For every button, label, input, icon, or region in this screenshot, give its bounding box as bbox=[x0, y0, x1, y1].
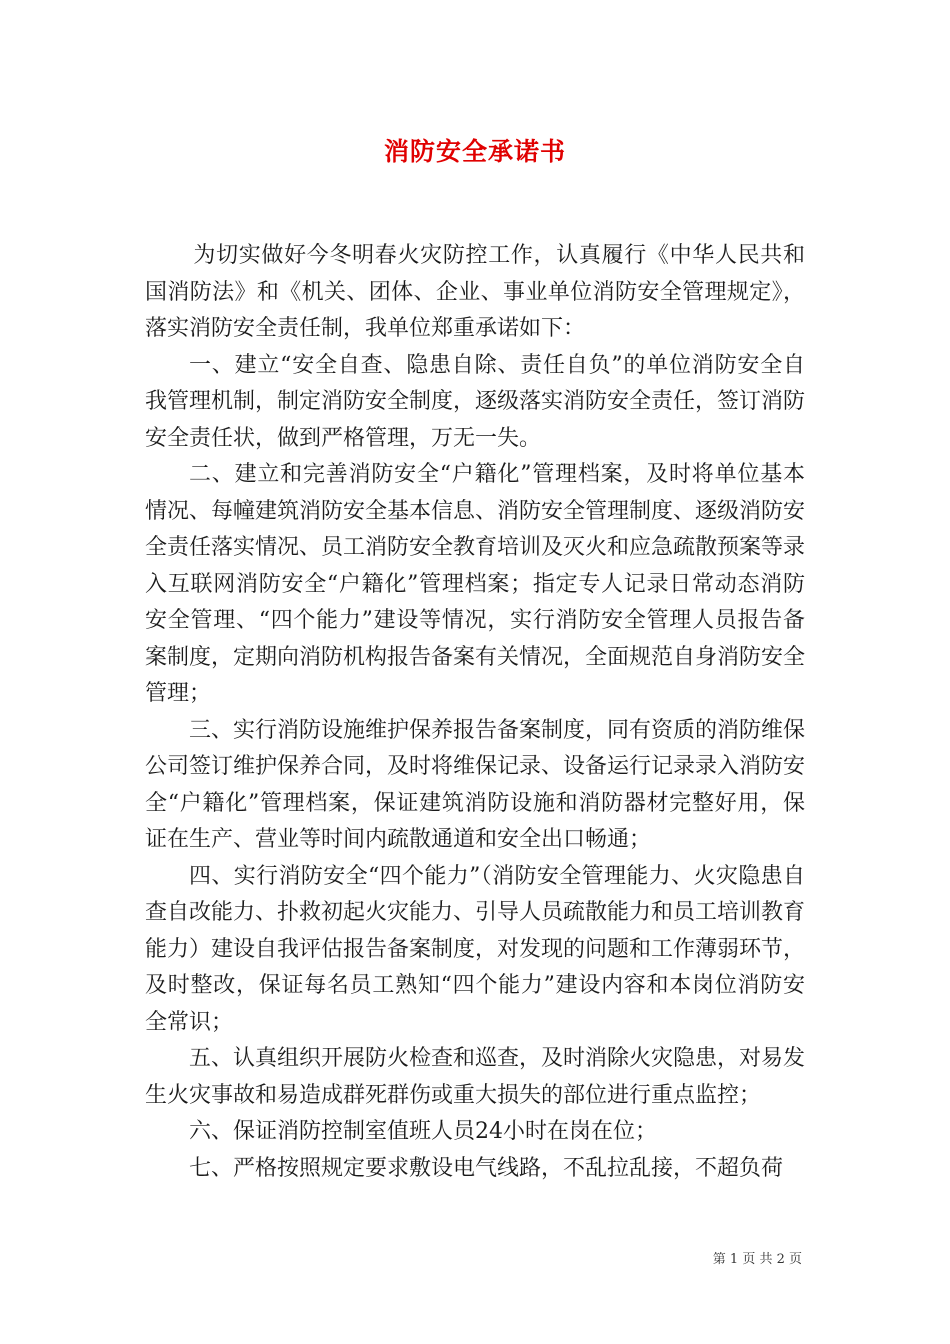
document-body bbox=[145, 238, 805, 1187]
clause-7: 七、严格按照规定要求敷设电气线路，不乱拉乱接，不超负荷 bbox=[189, 1155, 784, 1181]
document-title: 消防安全承诺书 bbox=[383, 137, 566, 166]
clause-5: 五、认真组织开展防火检查和巡查，及时消除火灾隐患，对易发生火灾事故和易造成群死群伤或重大损失的部位进行重点监控； bbox=[145, 1046, 806, 1108]
clause-4: 四、实行消防安全“四个能力”（消防安全管理能力、火灾隐患自查自改能力、扑救初起火灾能力、引导人员疏散能力和员工培训教育能力）建设自我评估报告备案制度，对发现的问题和工作薄弱环节，及时整改，保证每名员工熟知“四个能力”建设内容和本岗位消防安全常识； bbox=[145, 863, 806, 1035]
clause-3: 三、实行消防设施维护保养报告备案制度，同有资质的消防维保公司签订维护保养合同，及时将维保记录、设备运行记录录入消防安全“户籍化”管理档案，保证建筑消防设施和消防器材完整好用，保证在生产、营业等时间内疏散通道和安全出口畅通； bbox=[145, 717, 806, 852]
page-number-footer: 第 1 页 共 2 页 bbox=[712, 1252, 802, 1267]
clause-6: 六、保证消防控制室值班人员24小时在岗在位； bbox=[189, 1119, 657, 1144]
intro-paragraph: 为切实做好今冬明春火灾防控工作，认真履行《中华人民共和国消防法》和《机关、团体、企业、事业单位消防安全管理规定》，落实消防安全责任制，我单位郑重承诺如下： bbox=[145, 243, 805, 341]
clause-1: 一、建立“安全自查、隐患自除、责任自负”的单位消防安全自我管理机制，制定消防安全制度，逐级落实消防安全责任，签订消防安全责任状，做到严格管理，万无一失。 bbox=[145, 352, 806, 451]
clause-2: 二、建立和完善消防安全“户籍化”管理档案，及时将单位基本情况、每幢建筑消防安全基本信息、消防安全管理制度、逐级消防安全责任落实情况、员工消防安全教育培训及灭火和应急疏散预案等录入互联网消防安全“户籍化”管理档案；指定专人记录日常动态消防安全管理、“四个能力”建设等情况，实行消防安全管理人员报告备案制度，定期向消防机构报告备案有关情况，全面规范自身消防安全管理； bbox=[145, 462, 806, 706]
